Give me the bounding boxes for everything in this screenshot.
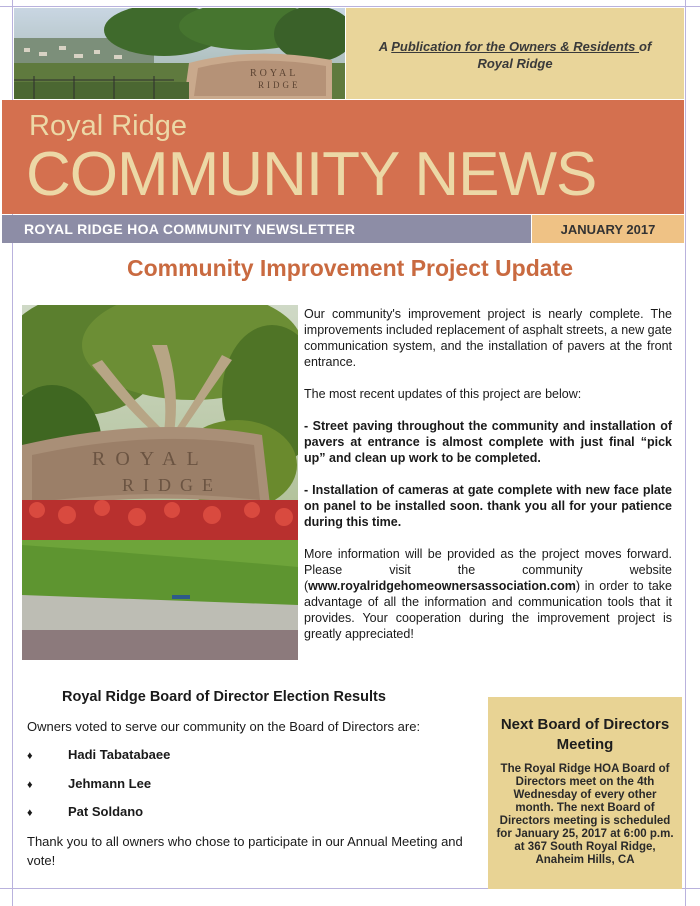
article-paragraph-5 — [304, 546, 672, 642]
member-name: Hadi Tabatabaee — [68, 747, 171, 762]
article-body — [304, 306, 672, 658]
bullet-icon: ♦ — [27, 779, 33, 791]
publication-pre: A — [378, 39, 392, 54]
article-update-1: - Street paving throughout the community and installation of pavers at entrance is almost complete with just final “pick up” and clean up work to be completed. — [304, 419, 672, 465]
article-photo — [22, 305, 298, 660]
masthead-subtitle: Royal Ridge — [29, 110, 187, 142]
issue-date: JANUARY 2017 — [560, 222, 656, 237]
publication-tagline — [346, 38, 684, 72]
list-item — [27, 747, 170, 762]
article-p5-end: ) in order to take advantage of all the information and communication tools that it provides. Your cooperation during the improvement project is greatly appreciated! — [304, 579, 672, 641]
election-intro: Owners voted to serve our community on the Board of Directors are: — [27, 719, 421, 734]
header-sign-line1: ROYAL — [250, 68, 299, 79]
publication-line2: Royal Ridge — [477, 56, 553, 71]
election-title: Royal Ridge Board of Director Election Results — [62, 689, 386, 705]
main-sign-line2: RIDGE — [122, 475, 222, 495]
publication-box — [346, 8, 684, 99]
publication-link[interactable]: Publication for the Owners & Residents — [391, 39, 639, 54]
issue-date-box — [532, 215, 684, 243]
election-thanks: Thank you to all owners who chose to participate in our Annual Meeting and vote! — [27, 834, 463, 868]
header-sign-line2: RIDGE — [258, 80, 301, 90]
publication-post: of — [639, 39, 652, 54]
bullet-icon: ♦ — [27, 750, 33, 762]
member-name: Pat Soldano — [68, 804, 144, 819]
website-link[interactable]: www.royalridgehomeownersassociation.com — [308, 579, 576, 593]
page-frame-top — [0, 6, 700, 7]
list-item — [27, 776, 151, 791]
masthead-banner — [2, 100, 684, 214]
bullet-icon: ♦ — [27, 807, 33, 819]
member-name: Jehmann Lee — [68, 776, 152, 791]
article-update-2: - Installation of cameras at gate complete with new face plate on panel to be installed soon. thank you all for your patience during this time. — [304, 483, 672, 529]
article-title: Community Improvement Project Update — [126, 255, 574, 281]
meeting-title: Next Board of Directors Meeting — [500, 716, 670, 753]
newsletter-strip-text: ROYAL RIDGE HOA COMMUNITY NEWSLETTER — [24, 221, 356, 237]
article-paragraph-1: Our community's improvement project is nearly complete. The improvements included replacement of asphalt streets, a new gate communication system, and the installation of pavers at the front entrance. — [304, 307, 672, 369]
newsletter-strip — [2, 215, 531, 243]
article-p5-start: More information will be provided as the project moves forward. Please visit the community website ( — [304, 547, 672, 593]
meeting-details: The Royal Ridge HOA Board of Directors meet on the 4th Wednesday of every other month. The next Board of Directors meeting is scheduled for January 25, 2017 at 6:00 p.m. at 367 South Royal Ridge, Anaheim Hills, CA — [496, 763, 674, 866]
list-item — [27, 804, 143, 819]
masthead-title: COMMUNITY NEWS — [26, 140, 597, 209]
main-sign-line1: ROYAL — [92, 448, 209, 470]
article-paragraph-2: The most recent updates of this project are below: — [304, 387, 582, 401]
page-frame-right — [685, 0, 686, 906]
header-photo — [14, 8, 345, 99]
meeting-box — [488, 697, 682, 889]
